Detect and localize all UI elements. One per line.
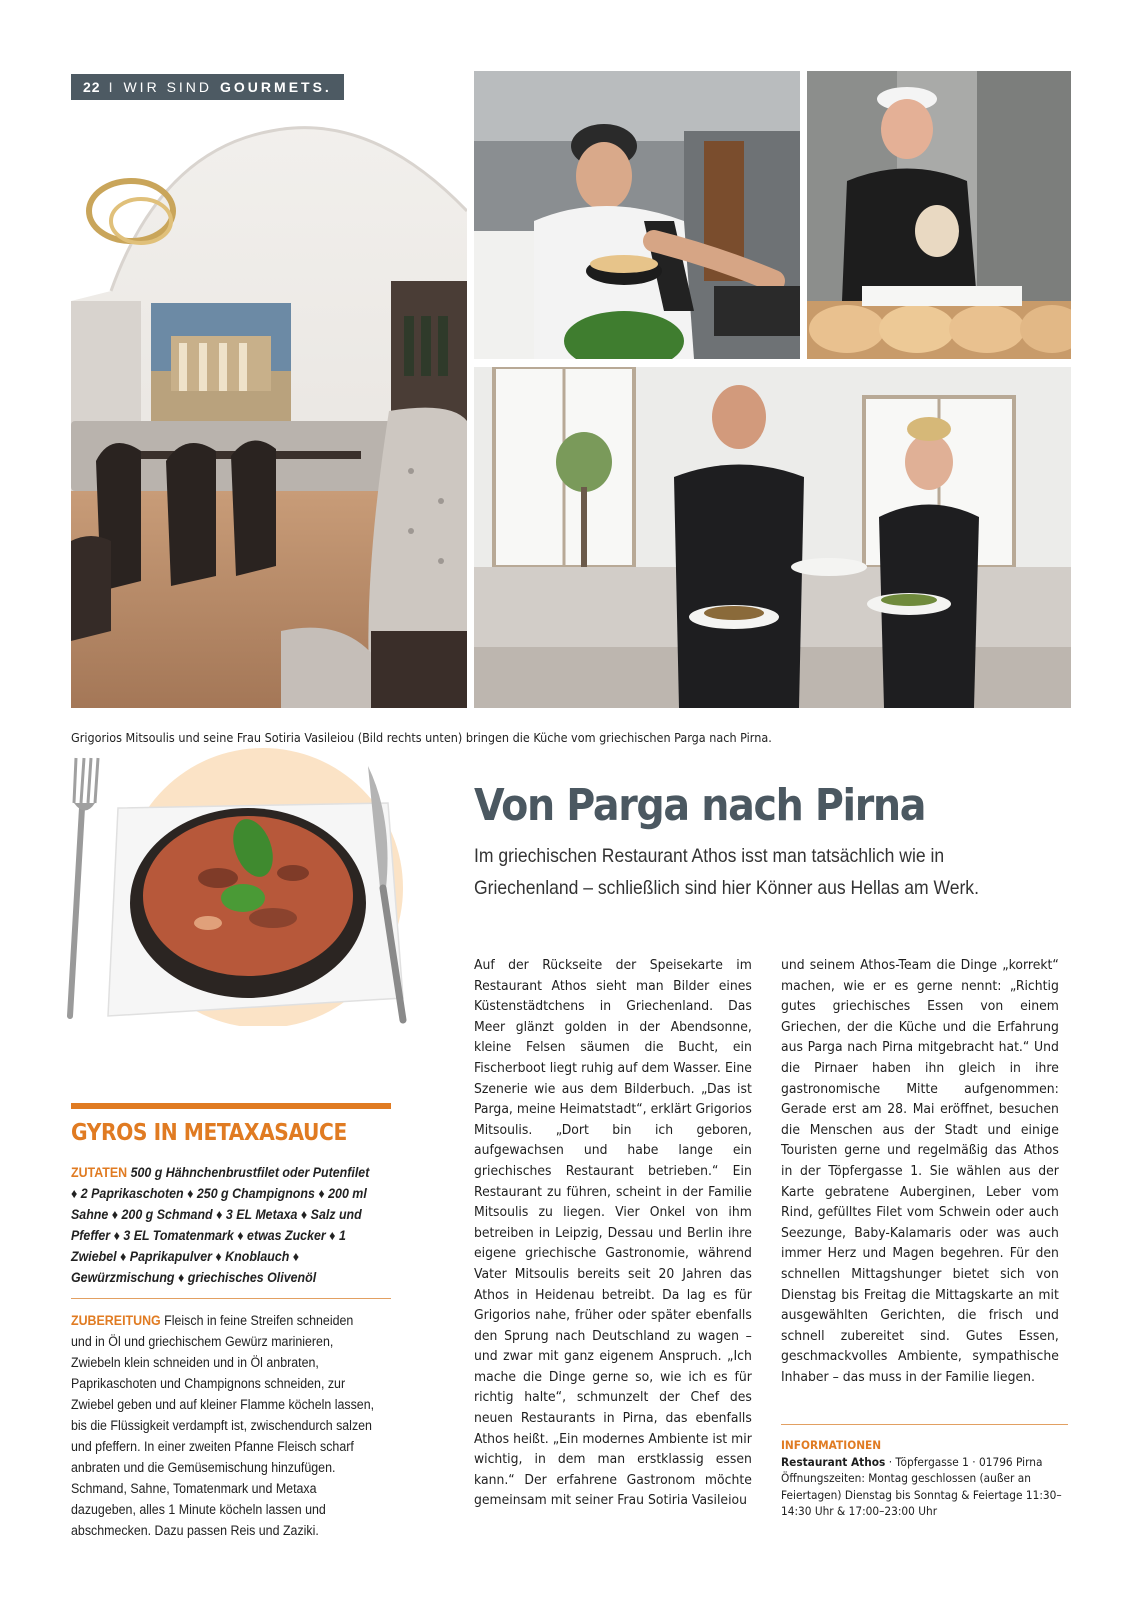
restaurant-address: · Töpfergasse 1 · 01796 Pirna	[885, 1454, 1043, 1469]
recipe-ingredients	[71, 1162, 370, 1288]
recipe-divider	[71, 1298, 391, 1299]
info-box	[781, 1437, 1068, 1520]
preparation-label: ZUBEREITUNG	[71, 1313, 165, 1328]
info-label: INFORMATIONEN	[781, 1438, 882, 1452]
page-number: 22	[83, 79, 101, 95]
section-name: GOURMETS.	[220, 79, 332, 95]
restaurant-interior-photo	[71, 71, 467, 708]
section-prefix: WIR SIND	[123, 79, 213, 95]
preparation-text: Fleisch in feine Streifen schneiden und in Öl und griechischem Gewürz marinieren, Zwiebeln klein schneiden und in Öl anbraten, Paprikaschoten und Champignons schneiden, zur Zwiebel geben und auf kleiner Flamme köcheln lassen, bis die Flüssigkeit verdampft ist, zwischendurch salzen und pfeffern. In einer zweiten Pfanne Fleisch scharf anbraten und die Gemüsemischung hinzufügen. Schmand, Sahne, Tomatenmark und Metaxa dazugeben, alles 1 Minute köcheln lassen und abschmecken. Dazu passen Reis und Zaziki.	[71, 1313, 375, 1538]
article-lead: Im griechischen Restaurant Athos isst man tatsächlich wie in Griechenland – schließlich sind hier Könner aus Hellas am Werk.	[474, 845, 979, 899]
recipe-title: GYROS IN METAXASAUCE	[71, 1120, 347, 1146]
chef-kitchen-photo	[474, 71, 800, 359]
dish-photo	[48, 748, 408, 1026]
photo-caption: Grigorios Mitsoulis und seine Frau Sotiria Vasileiou (Bild rechts unten) bringen die Küche vom griechischen Parga nach Pirna.	[71, 730, 772, 745]
article-headline: Von Parga nach Pirna	[474, 780, 926, 831]
info-divider	[781, 1424, 1068, 1425]
recipe-top-rule	[71, 1103, 391, 1109]
header-separator: I	[108, 79, 116, 95]
recipe-preparation	[71, 1310, 376, 1541]
woman-kitchen-photo	[807, 71, 1071, 359]
page-header-tag	[71, 74, 344, 100]
restaurant-name: Restaurant Athos	[781, 1454, 886, 1469]
article-column-1: Auf der Rückseite der Speisekarte im Restaurant Athos sieht man Bilder eines Küstenstädtchens in Griechenland. Das Meer glänzt golden in der Abendsonne, kleine Felsen säumen die Bucht, ein Fischerboot liegt ruhig auf dem Wasser. Eine Szenerie wie aus dem Bilderbuch. „Das ist Parga, meine Heimatstadt“, erklärt Grigorios Mitsoulis. „Dort bin ich geboren, aufgewachsen und habe lange ein griechisches Restaurant betrieben.“ Ein Restaurant zu führen, scheint in der Familie Mitsoulis zu liegen. Vier Onkel von ihm betreiben in Leipzig, Dessau und Berlin ihre eigene griechische Gastronomie, während Vater Mitsoulis bereits seit 20 Jahren das Athos in Heidenau betreibt. Da lag es für Grigorios nahe, früher oder später ebenfalls den Sprung nach Deutschland zu wagen – und zwar mit ganz eigenem Anspruch. „Ich mache die Dinge gerne so, wie ich es für richtig halte“, schmunzelt der Chef des neuen Restaurants in Pirna, das ebenfalls Athos heißt. „Ein modernes Ambiente ist mir wichtig, in dem man erstklassig essen kann.“ Der erfahrene Gastronom möchte gemeinsam mit seiner Frau Sotiria Vasileiou	[474, 957, 752, 1509]
article-column-2: und seinem Athos-Team die Dinge „korrekt“ machen, wie er es gerne nennt: „Richtig gutes griechisches Essen von einem Griechen, der die Küche und die Erfahrung aus Parga nach Pirna mitgebracht hat.“ Und die Pirnaer haben ihn gleich in ihre gastronomische Mitte aufgenommen: Gerade erst am 28. Mai eröffnet, besuchen die Menschen aus der Stadt und einige Touristen gerne und regelmäßig das Athos in der Töpfergasse 1. Sie wählen aus der Karte gebratene Auberginen, Leber vom Rind, gefülltes Filet vom Schwein oder auch Seezunge, Baby-Kalamaris oder was auch immer Herz und Magen begehren. Für den schnellen Mittagshunger bietet sich von Dienstag bis Freitag die Mittagskarte an mit ausgewählten Gerichten, die frisch und schnell zubereitet sind. Gutes Essen, geschmackvolles Ambiente, sympathische Inhaber – das muss in der Familie liegen.	[781, 957, 1059, 1385]
owners-portrait-photo	[474, 367, 1071, 708]
ingredients-list: 500 g Hähnchenbrustfilet oder Putenfilet ♦ 2 Paprikaschoten ♦ 250 g Champignons ♦ 200 ml Sahne ♦ 200 g Schmand ♦ 3 EL Metaxa ♦ Salz und Pfeffer ♦ 3 EL Tomatenmark ♦ etwas Zucker ♦ 1 Zwiebel ♦ Paprikapulver ♦ Knoblauch ♦ Gewürzmischung ♦ griechisches Olivenöl	[71, 1165, 370, 1285]
ingredients-label: ZUTATEN	[71, 1165, 131, 1180]
opening-hours: Öffnungszeiten: Montag geschlossen (außer an Feiertagen) Dienstag bis Sonntag & Feiertage 11:30–14:30 Uhr & 17:00–23:00 Uhr	[781, 1471, 1062, 1518]
